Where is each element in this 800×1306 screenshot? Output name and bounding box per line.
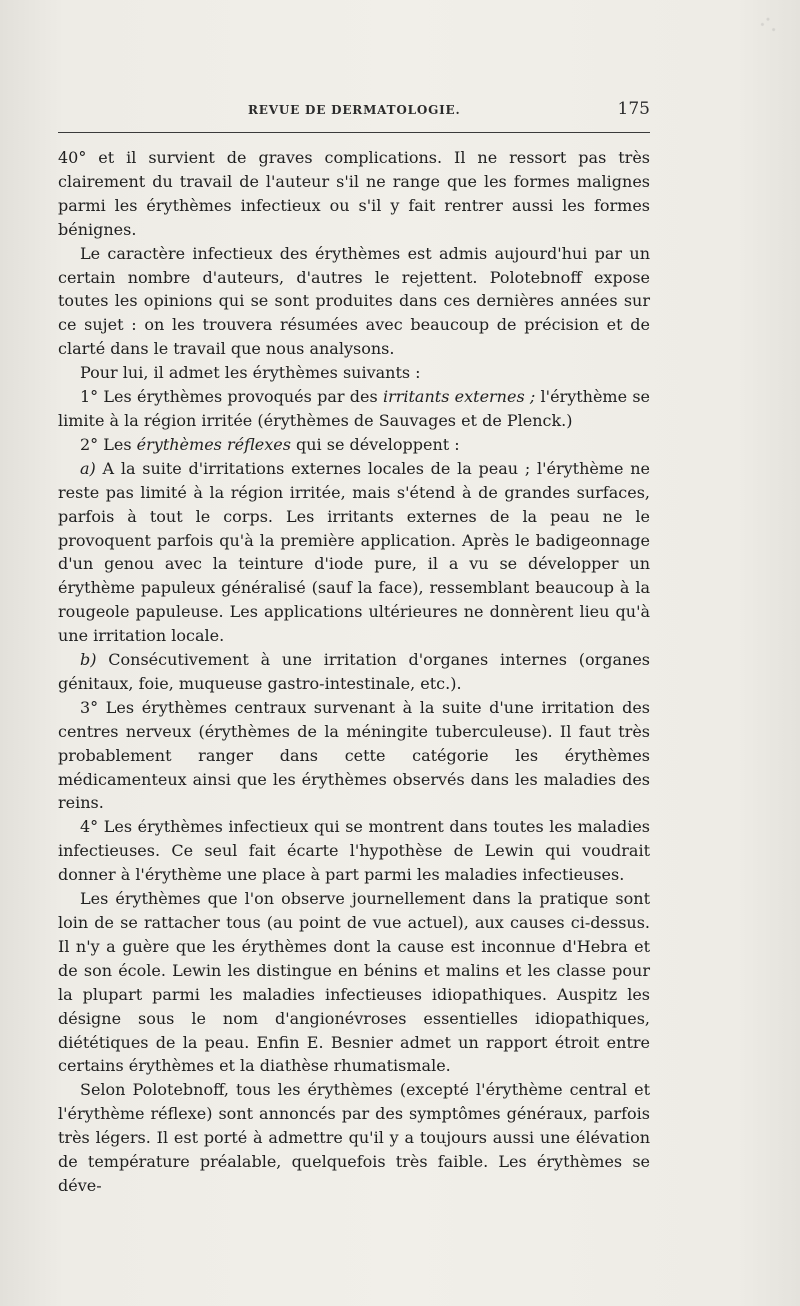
article-body: [58, 146, 650, 1198]
paragraph-continuation: 40° et il survient de graves complications. Il ne ressort pas très clairement du travail de l'auteur s'il ne range que les formes malignes parmi les érythèmes infectieux ou s'il y fait rentrer aussi les formes bénignes.: [58, 148, 650, 239]
sub-item-label: b): [80, 650, 97, 670]
list-item-2: [58, 433, 650, 457]
paragraph: Le caractère infectieux des érythèmes est admis aujourd'hui par un certain nombre d'auteurs, d'autres le rejettent. Polotebnoff expose toutes les opinions qui se sont produites dans ces dernières années sur ce sujet : on les trouvera résumées avec beaucoup de précision et de clarté dans le travail que nous analysons.: [58, 243, 650, 359]
list-item-lead: 2° Les: [80, 434, 137, 454]
sub-item-label: a): [80, 458, 96, 478]
list-item-tail: qui se développent :: [290, 434, 460, 454]
paragraph: Selon Polotebnoff, tous les érythèmes (excepté l'érythème central et l'érythème réflexe) sont annoncés par des symptômes généraux, parfois très légers. Il est porté à admettre qu'il y a toujours aussi une élévation de température préalable, quelquefois très faible. Les érythèmes se déve-: [58, 1080, 650, 1195]
list-item-lead: 1° Les érythèmes provoqués par des: [80, 387, 383, 407]
list-item-emphasis: irritants externes ;: [382, 387, 536, 407]
paragraph: Les érythèmes que l'on observe journellement dans la pratique sont loin de se rattacher tous (au point de vue actuel), aux causes ci-dessus. Il n'y a guère que les érythèmes dont la cause est inconnue d'Hebra et de son école. Lewin les distingue en bénins et malins et les classe pour la plupart parmi les maladies infectieuses idiopathiques. Auspitz les désigne sous le nom d'angionévroses essentielles idiopathiques, diététiques de la peau. Enfin E. Besnier admet un rapport étroit entre certains érythèmes et la diathèse rhumatismale.: [58, 889, 650, 1076]
sub-item-text: Consécutivement à une irritation d'organes internes (organes génitaux, foie, muqueuse gastro-intestinale, etc.).: [58, 650, 650, 693]
list-item-tail: l'érythème se limite à la région irritée (érythèmes de Sauvages et de Plenck.): [58, 387, 651, 430]
running-head: [58, 99, 650, 123]
page-number: 175: [617, 99, 650, 119]
journal-title: REVUE DE DERMATOLOGIE.: [248, 103, 461, 117]
list-item-emphasis: érythèmes réflexes: [136, 434, 291, 454]
sub-item-a: [58, 457, 650, 648]
header-rule: [58, 132, 650, 133]
sub-item-b: [58, 648, 650, 696]
paragraph: Pour lui, il admet les érythèmes suivants :: [80, 363, 421, 383]
list-item-1: [58, 385, 650, 433]
list-item-3: 3° Les érythèmes centraux survenant à la suite d'une irritation des centres nerveux (érythèmes de la méningite tuberculeuse). Il faut très probablement ranger dans cette catégorie les érythèmes médicamenteux ainsi que les érythèmes observés dans les maladies des reins.: [58, 697, 650, 813]
page-blemish: [754, 14, 782, 40]
list-item-4: 4° Les érythèmes infectieux qui se montrent dans toutes les maladies infectieuses. Ce seul fait écarte l'hypothèse de Lewin qui voudrait donner à l'érythème une place à part parmi les maladies infectieuses.: [58, 817, 650, 885]
sub-item-text: A la suite d'irritations externes locales de la peau ; l'érythème ne reste pas limité à la région irritée, mais s'étend à de grandes surfaces, parfois à tout le corps. Les irritants externes de la peau ne le provoquent parfois qu'à la première application. Après le badigeonnage d'un genou avec la teinture d'iode pure, il a vu se développer un érythème papuleux généralisé (sauf la face), ressemblant beaucoup à la rougeole papuleuse. Les applications ultérieures ne donnèrent lieu qu'à une irritation locale.: [58, 458, 650, 646]
